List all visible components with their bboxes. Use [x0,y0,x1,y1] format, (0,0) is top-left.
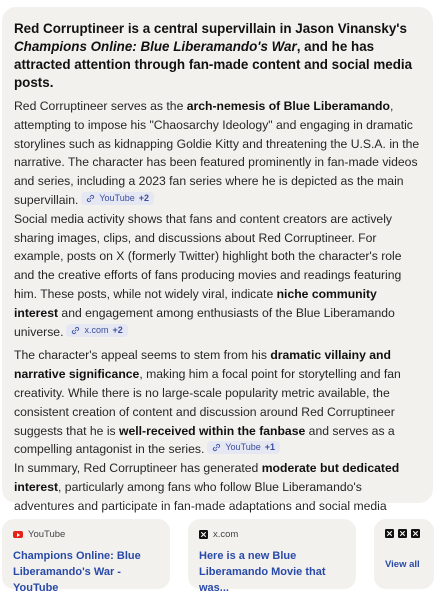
source-title[interactable]: Here is a new Blue Liberamando Movie that was... [199,550,326,594]
view-all-sources-card[interactable] [374,519,434,589]
answer-headline: Red Corruptineer is a central supervillain in Jason Vinansky's Champions Online: Blue Liberamando's War, and he has attracted attention through fan-made content and social media posts. [14,21,413,90]
citation-chip[interactable]: YouTube +2 [81,192,154,205]
x-icon [199,530,208,539]
citation-chip[interactable]: YouTube +1 [207,441,280,454]
x-icon [385,529,394,538]
paragraph-2: Social media activity shows that fans and content creators are actively sharing images, clips, and discussions about Red Corruptineer. For example, posts on X (formerly Twitter) highlight both the character's role and the creative efforts of fans producing movies and readings featuring him. These posts, while not widely viral, indicate niche community interest and engagement among enthusiasts of the Blue Liberamando universe. x.com +2 [14,211,402,339]
link-icon [212,443,221,452]
source-title[interactable]: Champions Online: Blue Liberamando's War - YouTube [13,550,141,594]
source-card-x[interactable] [188,519,356,594]
answer-card [2,7,433,513]
paragraph-3: The character's appeal seems to stem from his dramatic villainy and narrative significance, making him a focal point for storytelling and fan creativity. While there is no large-scale popularity metric available, the consistent creation of content and discussion around Red Corruptineer suggests that he is well-received within the fanbase and serves as a compelling antagonist in the series. YouTube +1 [14,348,401,457]
link-icon [71,326,80,335]
source-site: x.com [213,529,239,540]
paragraph-1: Red Corruptineer serves as the arch-nemesis of Blue Liberamando, attempting to impose his "Chaosarchy Ideology" and engaging in dramatic storylines such as kidnapping Goldie Kitty and threatening the U.S.A. in the narrative. The character has been featured prominently in fan-made videos and series, including a 2023 fan series where he is depicted as the main supervillain. YouTube +2 [14,99,420,207]
view-all-link[interactable]: View all [385,559,420,570]
source-site: YouTube [28,529,66,540]
source-card-youtube[interactable] [2,519,170,594]
x-icon [411,529,420,538]
link-icon [86,194,95,203]
citation-chip[interactable]: x.com +2 [66,324,127,337]
x-icon [398,529,407,538]
youtube-icon [13,531,23,538]
paragraph-4: In summary, Red Corruptineer has generated moderate but dedicated interest, particularly among fans who follow Blue Liberamando's adventures and participate in fan-made adaptations and social media [14,461,400,513]
